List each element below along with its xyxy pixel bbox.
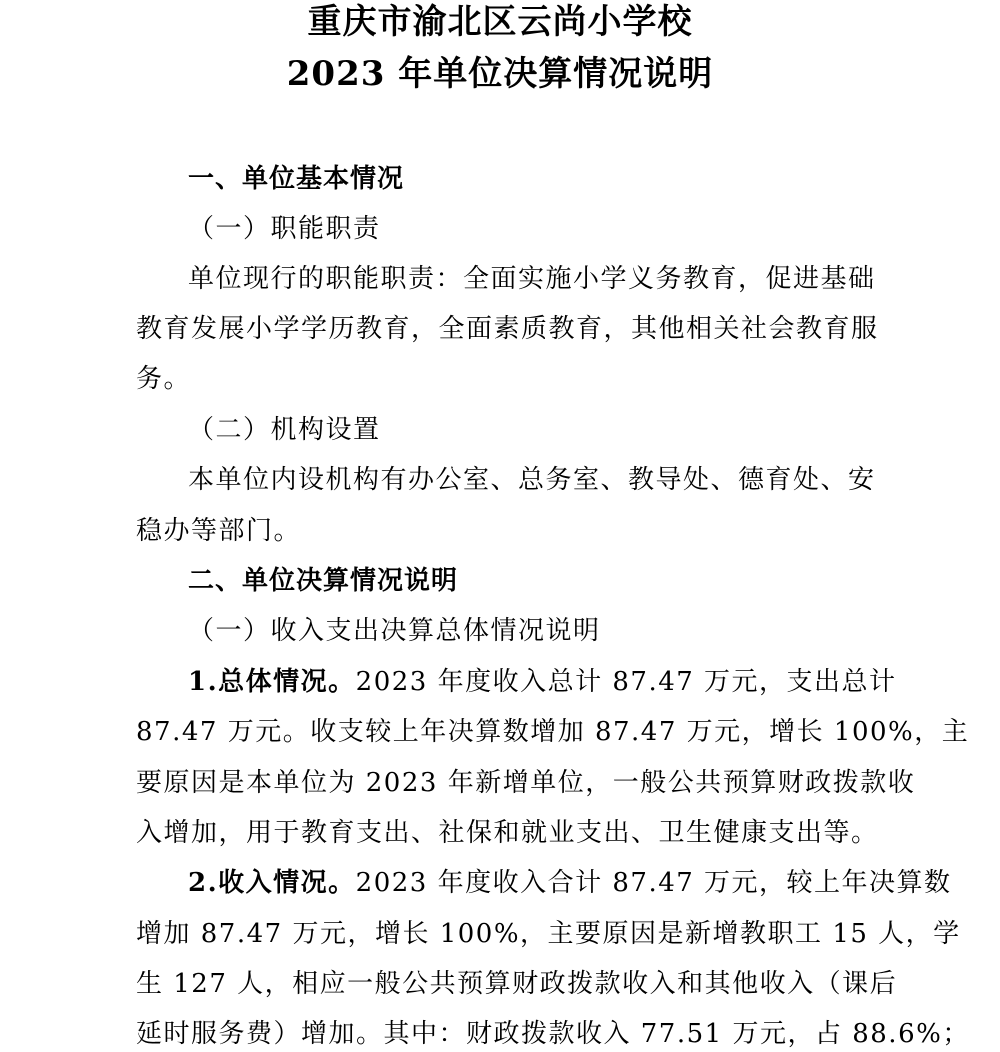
paragraph-line: 单位现行的职能职责：全面实施小学义务教育，促进基础 — [188, 264, 876, 294]
section1-heading: 一、单位基本情况 — [188, 164, 405, 194]
paragraph-line: 教育发展小学学历教育，全面素质教育，其他相关社会教育服 — [136, 314, 879, 344]
paragraph-line — [188, 867, 952, 899]
paragraph-line — [188, 666, 897, 698]
paragraph-line: 延时服务费）增加。其中：财政拨款收入 77.51 万元，占 88.6%； — [136, 1019, 970, 1049]
section2-heading: 二、单位决算情况说明 — [188, 566, 459, 596]
section1-sub2-heading: （二）机构设置 — [188, 415, 381, 445]
paragraph-text: 2023 年度收入合计 87.47 万元，较上年决算数 — [355, 868, 952, 898]
paragraph-line: 要原因是本单位为 2023 年新增单位，一般公共预算财政拨款收 — [136, 768, 916, 798]
paragraph-line: 增加 87.47 万元，增长 100%，主要原因是新增教职工 15 人，学 — [136, 919, 961, 949]
paragraph-line: 87.47 万元。收支较上年决算数增加 87.47 万元，增长 100%，主 — [136, 717, 970, 747]
paragraph-line: 入增加，用于教育支出、社保和就业支出、卫生健康支出等。 — [136, 818, 879, 848]
paragraph-lead: 2.收入情况。 — [188, 868, 356, 898]
paragraph-lead: 1.总体情况。 — [188, 667, 356, 697]
paragraph-line: 稳办等部门。 — [136, 516, 302, 546]
document-title-line2: 2023 年单位决算情况说明 — [286, 54, 714, 94]
paragraph-line: 生 127 人，相应一般公共预算财政拨款收入和其他收入（课后 — [136, 969, 898, 999]
paragraph-line: 务。 — [136, 364, 192, 394]
document-title-line1: 重庆市渝北区云尚小学校 — [307, 2, 693, 42]
paragraph-text: 2023 年度收入总计 87.47 万元，支出总计 — [355, 667, 897, 697]
section1-sub1-heading: （一）职能职责 — [188, 214, 381, 244]
paragraph-line: 本单位内设机构有办公室、总务室、教导处、德育处、安 — [188, 465, 876, 495]
section2-sub1-heading: （一）收入支出决算总体情况说明 — [188, 616, 601, 646]
